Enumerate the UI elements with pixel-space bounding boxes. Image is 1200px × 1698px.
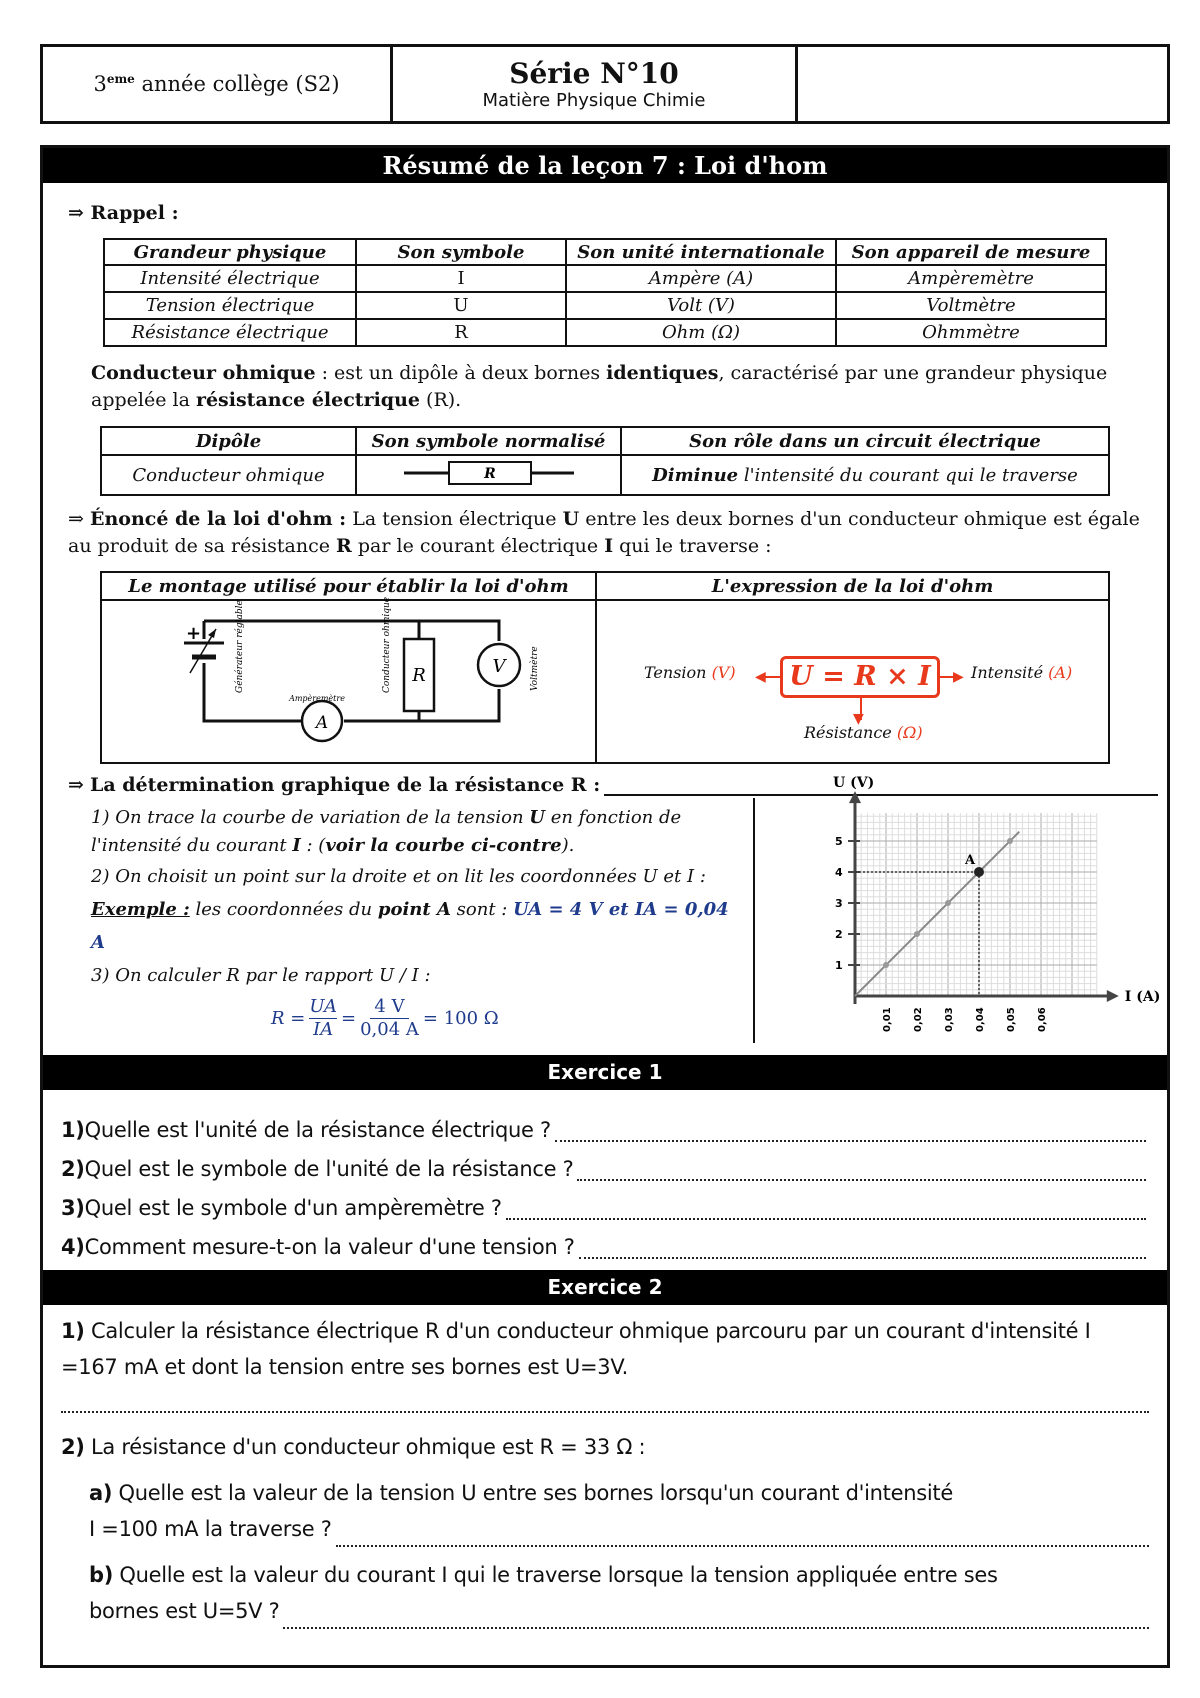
q-num: 1) (61, 1319, 85, 1343)
role-text: l'intensité du courant qui le traverse (738, 464, 1078, 486)
resistor-symbol (356, 455, 621, 495)
th: Son appareil de mesure (836, 239, 1106, 265)
q-text: Comment mesure-t-on la valeur d'une tension ? (84, 1235, 575, 1259)
q-num: 2) (61, 1157, 85, 1181)
x-tick-label: 0,01 (882, 1007, 893, 1032)
q-text: La résistance d'un conducteur ohmique est R = 33 Ω : (84, 1435, 646, 1459)
t: Intensité (971, 663, 1044, 682)
summary-title: Résumé de la leçon 7 : Loi d'hom (43, 148, 1167, 183)
t: ). (561, 835, 575, 856)
cell: Ohm (Ω) (566, 319, 836, 346)
text: : est un dipôle à deux bornes (315, 362, 607, 384)
th: Son symbole normalisé (356, 427, 621, 455)
t: Résistance (804, 723, 892, 742)
cell: Conducteur ohmique (101, 455, 356, 495)
tension-label (644, 663, 736, 682)
t: 1) On trace la courbe de variation de la tension (91, 807, 530, 828)
conductor-label: Conducteur ohmique (381, 596, 392, 693)
rappel-heading: ⇒ Rappel : (68, 202, 179, 224)
x-tick-label: 0,02 (913, 1007, 924, 1032)
t: point A (377, 899, 451, 920)
graph-steps (91, 804, 741, 1041)
th: L'expression de la loi d'ohm (596, 572, 1109, 600)
x-axis-arrow-icon (1107, 990, 1119, 1002)
step-3: 3) On calculer R par le rapport U / I : (91, 965, 431, 986)
arrow-down-icon: ▼ (853, 711, 864, 727)
y-tick-label: 1 (835, 959, 843, 972)
circuit-diagram (104, 596, 594, 757)
header (40, 44, 1170, 124)
y-tick-label: 5 (835, 835, 843, 848)
empty-cell (798, 47, 1167, 121)
cell: Tension électrique (104, 292, 356, 319)
table-row (104, 265, 1106, 292)
t: R = (271, 1008, 306, 1029)
ohm-law-table (100, 571, 1110, 764)
conductor-definition (91, 360, 1151, 414)
t: = 100 Ω (422, 1008, 499, 1029)
text-bold: I (604, 535, 614, 557)
q-text: Quel est le symbole d'un ampèremètre ? (84, 1196, 502, 1220)
y-axis-arrow-icon (849, 791, 861, 803)
t: UA (309, 996, 337, 1017)
circuit-cell (101, 596, 596, 763)
t: U (529, 807, 545, 828)
point-a-label: A (965, 853, 976, 868)
cell: I (356, 265, 566, 292)
text: La tension électrique (346, 508, 563, 530)
t: Tension (644, 663, 707, 682)
x-tick-label: 0,06 (1037, 1007, 1048, 1032)
cell: Intensité électrique (104, 265, 356, 292)
y-tick-label: 2 (835, 928, 843, 941)
arrow-right-icon: ▶ (953, 669, 964, 685)
main-frame (40, 145, 1170, 1668)
th: Son symbole (356, 239, 566, 265)
q-num: 4) (61, 1235, 85, 1259)
data-point (883, 962, 889, 968)
t: 4 V (370, 996, 408, 1019)
text-bold: R (336, 535, 352, 557)
dipole-table (100, 426, 1110, 496)
text-bold: identiques (606, 362, 719, 384)
question-2 (61, 1429, 1149, 1465)
t: les coordonnées du (189, 899, 378, 920)
u: (A) (1048, 663, 1073, 682)
plus-sign: + (185, 623, 201, 644)
t: IA (313, 1019, 334, 1040)
ammeter-label: Ampèremètre (288, 694, 345, 703)
cell: Ampère (A) (566, 265, 836, 292)
level-cell (43, 47, 393, 121)
data-point (945, 900, 951, 906)
resistance-calculation (271, 996, 741, 1041)
th: Son rôle dans un circuit électrique (621, 427, 1109, 455)
cell: U (356, 292, 566, 319)
intensity-label (971, 663, 1072, 682)
resistor-label: R (411, 665, 426, 686)
example-coordinates: UA = 4 V et IA = 0,04 A (91, 899, 729, 953)
x-tick-label: 0,04 (975, 1007, 986, 1032)
u-i-chart (763, 775, 1163, 1043)
table-row (104, 292, 1106, 319)
term: Énoncé de la loi d'ohm : (89, 508, 347, 530)
q-text: Quel est le symbole de l'unité de la résistance ? (84, 1157, 574, 1181)
data-point (914, 931, 920, 937)
example-label: Exemple : (91, 899, 190, 920)
t: en fonction de l'intensité du courant (91, 807, 682, 856)
cell: Volt (V) (566, 292, 836, 319)
q-text: Quelle est l'unité de la résistance électrique ? (84, 1118, 551, 1142)
exercise1-questions (61, 1103, 1146, 1259)
question (61, 1142, 1146, 1181)
th: Son unité internationale (566, 239, 836, 265)
level-sup: eme (106, 72, 135, 86)
t: voir la courbe ci-contre (325, 835, 562, 856)
y-tick-label: 3 (835, 897, 843, 910)
resistor-letter: R (483, 465, 496, 482)
text: , caractérisé par une grandeur physique appelée la (91, 362, 1108, 411)
data-point (1007, 838, 1013, 844)
y-tick-label: 4 (835, 866, 843, 879)
subject: Matière Physique Chimie (482, 90, 706, 111)
cell: Résistance électrique (104, 319, 356, 346)
level-text: année collège (S2) (134, 72, 340, 96)
term: Conducteur ohmique (91, 362, 316, 384)
table-row (104, 319, 1106, 346)
q-text: I =100 mA la traverse ? (89, 1517, 332, 1541)
graph-heading: ⇒ La détermination graphique de la résistance R : (68, 774, 1158, 796)
cell: Voltmètre (836, 292, 1106, 319)
resistor-icon (404, 458, 574, 488)
exercise2-title: Exercice 2 (43, 1270, 1167, 1305)
q-num: a) (89, 1481, 113, 1505)
question-2b (89, 1557, 1149, 1629)
q-num: 3) (61, 1196, 85, 1220)
divider (753, 798, 755, 1043)
quantities-table (103, 238, 1107, 347)
x-tick-label: 0,05 (1006, 1007, 1017, 1032)
q-num: b) (89, 1563, 114, 1587)
q-text: Calculer la résistance électrique R d'un conducteur ohmique parcouru par un courant d'intensité I =167 mA et dont la tension entre ses bornes est U=3V. (61, 1319, 1091, 1379)
t: 0,04 A (360, 1019, 419, 1040)
th: Dipôle (101, 427, 356, 455)
voltmeter-symbol: V (492, 656, 505, 677)
x-axis-label: I (A) (1124, 989, 1161, 1005)
question (61, 1220, 1146, 1259)
series-title: Série N°10 (509, 57, 679, 90)
text-bold: résistance électrique (195, 389, 420, 411)
t: sont : (450, 899, 514, 920)
t: I (292, 835, 301, 856)
cell: Ampèremètre (836, 265, 1106, 292)
q-text: Quelle est la valeur du courant I qui le traverse lorsque la tension appliquée entre ses (113, 1563, 998, 1587)
point-a (974, 867, 984, 877)
q-text: Quelle est la valeur de la tension U entre ses bornes lorsqu'un courant d'intensité (112, 1481, 953, 1505)
text: (R). (420, 389, 462, 411)
rappel-label: Rappel : (90, 202, 179, 224)
q-num: 2) (61, 1435, 85, 1459)
u: (V) (711, 663, 736, 682)
exercise1-title: Exercice 1 (43, 1055, 1167, 1090)
x-tick-label: 0,03 (944, 1007, 955, 1032)
table-row (101, 455, 1109, 495)
th: Grandeur physique (104, 239, 356, 265)
arrow-left-icon: ◀ (755, 669, 766, 685)
question (61, 1103, 1146, 1142)
cell: Ohmmètre (836, 319, 1106, 346)
text: entre les deux bornes d'un conducteur ohmique est égale au produit de sa résistance (68, 508, 1140, 557)
text-bold: U (562, 508, 580, 530)
question-2a (89, 1475, 1149, 1547)
t: : ( (300, 835, 326, 856)
exercise2-questions (61, 1313, 1149, 1629)
answer-line (61, 1385, 1149, 1413)
role-bold: Diminue (652, 464, 739, 486)
question (61, 1181, 1146, 1220)
ohm-law-formula: U = R × I (780, 656, 940, 698)
cell: R (356, 319, 566, 346)
t: = (340, 1008, 357, 1029)
u: (Ω) (896, 723, 923, 742)
question-1 (61, 1313, 1149, 1385)
th: Le montage utilisé pour établir la loi d'ohm (101, 572, 596, 600)
voltmeter-label: Voltmètre (529, 646, 540, 691)
generator-label: Générateur réglable (234, 600, 245, 693)
level: 3 (93, 72, 107, 96)
text: qui le traverse : (613, 535, 772, 557)
title-cell (393, 47, 798, 121)
q-num: 1) (61, 1118, 85, 1142)
graph-title: La détermination graphique de la résistance R : (89, 774, 601, 796)
resistance-label (804, 723, 923, 742)
step-2: 2) On choisit un point sur la droite et on lit les coordonnées U et I : (91, 866, 706, 887)
ammeter-symbol: A (315, 713, 328, 733)
q-text: bornes est U=5V ? (89, 1599, 280, 1623)
text: par le courant électrique (351, 535, 605, 557)
ohm-law-statement: ⇒ Énoncé de la loi d'ohm : La tension électrique U entre les deux bornes d'un conducteur ohmique est égale au produit de sa résistance R par le courant électrique I qui le traverse : (68, 508, 1140, 557)
y-axis-label: U (V) (833, 775, 875, 792)
formula-cell (596, 600, 1109, 763)
